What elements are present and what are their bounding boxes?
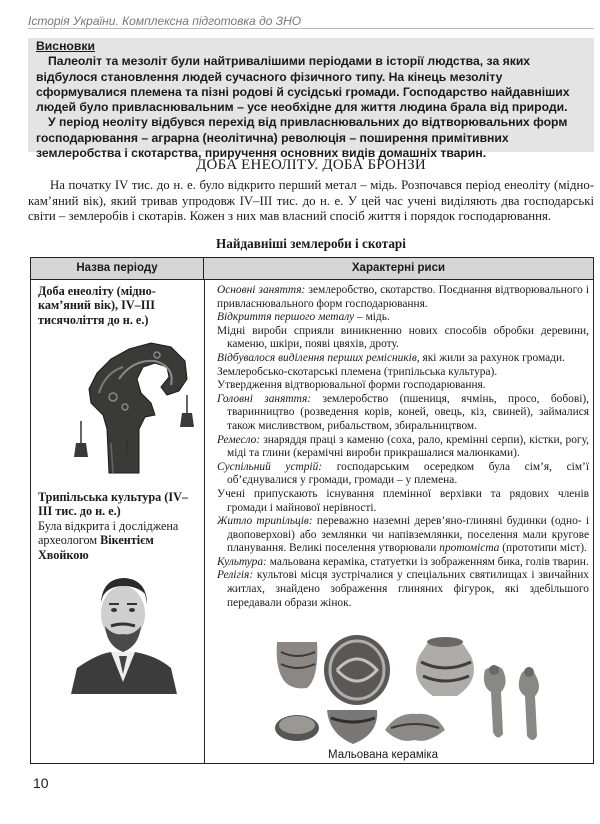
header-features: Характерні риси xyxy=(351,262,446,274)
conclusions-title: Висновки xyxy=(36,39,95,53)
khvoika-portrait xyxy=(67,564,179,694)
feature-item: Головні заняття: землеробство (пшениця, ячмінь, просо, бобові), тваринництво (розведення корів, коней, овець, кіз, свиней), займалися також мисливством, рибальством, збиральництвом. xyxy=(217,392,589,432)
feature-item: Утвердження відтворювальної форми господарювання. xyxy=(217,379,486,392)
intro-paragraph: На початку IV тис. до н. е. було відкрито перший метал – мідь. Розпочався період енеоліту (мідно-кам’яний вік), який тривав упродовж IV–III тис. до н. е. У цей час учені виділяють два господарські світи – землеробів і скотарів. Кожен з них мав власний спосіб життя і порядок господарювання. xyxy=(28,178,594,223)
period-trypillia xyxy=(38,490,198,562)
feature-item: Відбувалося виділення перших ремісників, які жили за рахунок громади. xyxy=(217,351,565,364)
conclusions-box xyxy=(28,38,594,161)
pottery-caption: Мальована кераміка xyxy=(327,749,438,761)
feature-item: Відкриття першого металу – мідь. xyxy=(217,311,390,324)
period-eneolith-name: Доба енеоліту (мідно-кам’яний вік), IV–III тисячоліття до н. е.) xyxy=(38,284,156,327)
conclusions-paragraph: У період неоліту відбувся перехід від привласнювальних до відтворювальних форм господарювання – аграрна (неолітична) революція – поширення примітивних землеробства і скотарства, приручення основних видів домашніх тварин. xyxy=(36,115,568,161)
header-period-name: Назва періоду xyxy=(31,258,204,279)
archaeologist-name: Вікентієм Хвойкою xyxy=(38,533,154,562)
running-head: Історія України. Комплексна підготовка до ЗНО xyxy=(28,14,594,29)
feature-item: Ремесло: знаряддя праці з каменю (соха, рало, кремінні серпи), кістки, рогу, міді та глини (керамічні вироби прикрашалися малюнками). xyxy=(217,433,589,460)
feature-item: Мідні вироби сприяли виникненню нових способів обробки деревини, каменю, шкіри, появі цвяхів, дроту. xyxy=(217,324,589,351)
feature-item: Основні заняття: землеробство, скотарство. Поєднання відтворювального і привласнювального форм господарювання. xyxy=(217,284,589,310)
feature-item: Учені припускають існування племінної верхівки та рядових членів громади і майнової нерівності. xyxy=(217,487,589,514)
page-number: 10 xyxy=(33,775,49,791)
feature-item: Культура: мальована кераміка, статуетки із зображенням бика, голів тварин. xyxy=(217,555,589,568)
feature-item: Релігія: культові місця зустрічалися у спеціальних святилищах і звичайних житлах, знайдено зображення глиняних фігурок, які здебільшого передавали образи жінок. xyxy=(217,569,589,609)
painted-pottery-image xyxy=(267,630,583,748)
features-list xyxy=(217,284,589,610)
conclusions-paragraph: Палеоліт та мезоліт були найтривалішими періодами в історії людства, за яких відбулося становлення людей сучасного фізичного типу. На кінець мезоліту сформувалися племена та пізні родові й сусідські громади. Господарство найдавніших людей було привласнювальним – усе необхідне для життя людина брала від природи. xyxy=(36,54,570,115)
table-header-row xyxy=(31,258,593,280)
period-trypillia-note: Була відкрита і досліджена археологом xyxy=(38,518,179,548)
periods-table xyxy=(30,257,594,764)
table-title: Найдавніші землероби і скотарі xyxy=(216,236,406,251)
column-divider xyxy=(204,280,205,763)
intro-text xyxy=(28,178,594,225)
bronze-artifact-image xyxy=(69,333,199,475)
section-title: ДОБА ЕНЕОЛІТУ. ДОБА БРОНЗИ xyxy=(196,157,426,173)
feature-item: Землеробсько-скотарські племена (трипільська культура). xyxy=(217,365,498,378)
feature-item: Житло трипільців: переважно наземні дерев’яно-глиняні будинки (одно- і двоповерхові) або землянки чи напівземлянки, поселення мали кругове планування. Великі поселення утворювали протоміста (прототипи міст). xyxy=(217,515,589,555)
feature-item: Суспільний устрій: господарським осередком була сім’я, сім’ї об’єднувалися у громади, громади – у племена. xyxy=(217,460,589,487)
period-trypillia-name: Трипільська культура (IV–III тис. до н. е.) xyxy=(38,490,188,519)
